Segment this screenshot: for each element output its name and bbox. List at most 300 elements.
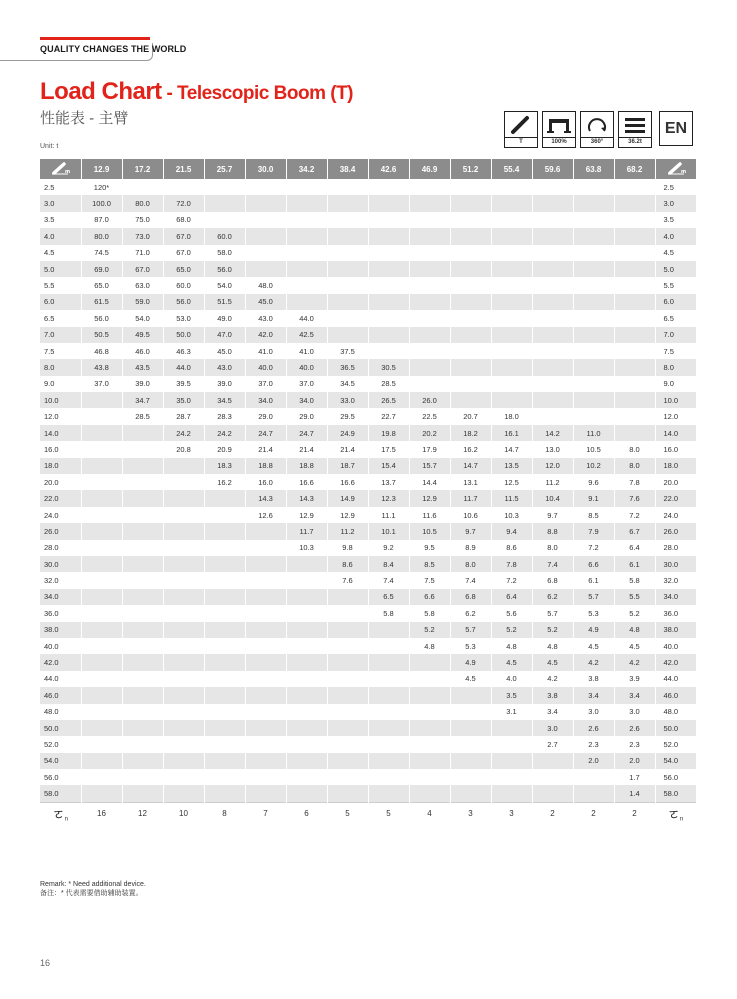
parts-of-line-cell: 7 <box>245 802 286 825</box>
load-cell: 22.5 <box>409 408 450 424</box>
load-cell: 63.0 <box>122 277 163 293</box>
parts-of-line-cell: 2 <box>614 802 655 825</box>
load-cell <box>245 785 286 802</box>
load-cell: 100.0 <box>81 195 122 211</box>
load-cell <box>245 736 286 752</box>
load-cell <box>368 245 409 261</box>
load-cell <box>614 310 655 326</box>
load-cell <box>81 490 122 506</box>
load-cell: 59.0 <box>122 294 163 310</box>
load-cell: 8.4 <box>368 556 409 572</box>
load-cell <box>204 195 245 211</box>
load-cell: 35.0 <box>163 392 204 408</box>
radius-cell: 34.0 <box>40 589 81 605</box>
load-cell <box>327 785 368 802</box>
load-cell: 2.7 <box>532 736 573 752</box>
unit-label: Unit: t <box>40 143 59 150</box>
load-cell: 34.7 <box>122 392 163 408</box>
load-cell <box>245 179 286 195</box>
load-cell: 58.0 <box>204 245 245 261</box>
load-cell <box>532 376 573 392</box>
load-cell <box>245 572 286 588</box>
load-cell: 10.1 <box>368 523 409 539</box>
load-cell <box>368 638 409 654</box>
load-cell <box>573 195 614 211</box>
svg-text:m: m <box>65 169 71 175</box>
load-cell <box>327 769 368 785</box>
load-cell <box>614 294 655 310</box>
load-cell <box>245 720 286 736</box>
load-cell <box>286 785 327 802</box>
load-cell <box>532 408 573 424</box>
load-cell: 8.0 <box>532 540 573 556</box>
load-cell: 4.9 <box>450 654 491 670</box>
load-cell: 28.5 <box>122 408 163 424</box>
radius-cell: 4.0 <box>40 228 81 244</box>
load-cell: 40.0 <box>245 359 286 375</box>
radius-cell: 2.5 <box>40 179 81 195</box>
radius-cell: 5.0 <box>40 261 81 277</box>
load-cell <box>327 605 368 621</box>
table-row <box>40 540 696 556</box>
hook-icon: ㄛ <box>52 807 65 822</box>
radius-cell-right: 6.5 <box>655 310 696 326</box>
parts-of-line-cell: 4 <box>409 802 450 825</box>
load-cell: 4.8 <box>491 638 532 654</box>
load-cell <box>286 753 327 769</box>
load-cell: 24.9 <box>327 425 368 441</box>
radius-cell-right: 7.5 <box>655 343 696 359</box>
load-cell: 49.0 <box>204 310 245 326</box>
load-cell <box>368 310 409 326</box>
table-row <box>40 195 696 211</box>
load-cell <box>245 671 286 687</box>
load-cell <box>327 327 368 343</box>
load-cell <box>409 179 450 195</box>
load-cell: 7.5 <box>409 572 450 588</box>
load-cell: 80.0 <box>122 195 163 211</box>
load-cell: 4.2 <box>573 654 614 670</box>
load-cell: 18.2 <box>450 425 491 441</box>
load-cell <box>163 769 204 785</box>
load-cell: 41.0 <box>245 343 286 359</box>
parts-of-line-cell: 3 <box>450 802 491 825</box>
load-cell <box>327 277 368 293</box>
outrigger-icon <box>546 112 572 137</box>
load-cell: 2.6 <box>573 720 614 736</box>
load-cell <box>163 638 204 654</box>
boom-radius-icon <box>50 161 70 175</box>
load-cell <box>409 687 450 703</box>
load-cell <box>573 245 614 261</box>
load-cell <box>491 277 532 293</box>
load-cell: 5.7 <box>573 589 614 605</box>
load-cell: 4.2 <box>532 671 573 687</box>
radius-cell-right: 20.0 <box>655 474 696 490</box>
load-cell <box>81 556 122 572</box>
load-cell: 9.6 <box>573 474 614 490</box>
boom-length-header: 25.7 <box>204 159 245 179</box>
parts-of-line-cell: 16 <box>81 802 122 825</box>
table-row <box>40 589 696 605</box>
load-cell <box>245 605 286 621</box>
load-cell <box>450 704 491 720</box>
load-cell: 18.7 <box>327 458 368 474</box>
load-cell: 2.0 <box>614 753 655 769</box>
radius-column-header <box>40 159 81 179</box>
table-row <box>40 392 696 408</box>
radius-cell-right: 54.0 <box>655 753 696 769</box>
load-cell: 20.8 <box>163 441 204 457</box>
load-cell: 7.2 <box>573 540 614 556</box>
load-cell <box>368 261 409 277</box>
load-cell: 8.0 <box>614 458 655 474</box>
load-cell: 5.7 <box>450 622 491 638</box>
table-row <box>40 704 696 720</box>
radius-cell-right: 44.0 <box>655 671 696 687</box>
table-row <box>40 277 696 293</box>
load-cell: 5.2 <box>614 605 655 621</box>
load-cell <box>450 376 491 392</box>
radius-cell: 42.0 <box>40 654 81 670</box>
load-cell <box>614 277 655 293</box>
load-cell: 8.5 <box>409 556 450 572</box>
load-cell: 6.6 <box>573 556 614 572</box>
remark-en: Remark: * Need additional device. <box>40 881 146 888</box>
load-cell: 3.8 <box>573 671 614 687</box>
load-cell <box>573 327 614 343</box>
load-cell: 14.9 <box>327 490 368 506</box>
table-row <box>40 605 696 621</box>
load-cell: 6.8 <box>450 589 491 605</box>
load-cell <box>450 212 491 228</box>
radius-cell: 40.0 <box>40 638 81 654</box>
load-cell <box>204 769 245 785</box>
load-cell <box>122 687 163 703</box>
radius-cell-right: 24.0 <box>655 507 696 523</box>
load-cell: 51.5 <box>204 294 245 310</box>
table-row <box>40 572 696 588</box>
load-cell <box>614 408 655 424</box>
load-cell: 5.8 <box>409 605 450 621</box>
load-cell <box>573 343 614 359</box>
load-cell: 56.0 <box>163 294 204 310</box>
load-cell <box>245 704 286 720</box>
load-cell: 3.1 <box>491 704 532 720</box>
load-cell <box>327 228 368 244</box>
load-cell: 16.0 <box>245 474 286 490</box>
load-cell <box>327 212 368 228</box>
load-cell: 34.5 <box>204 392 245 408</box>
boom-radius-icon <box>666 161 686 175</box>
parts-of-line-cell: 2 <box>573 802 614 825</box>
table-row <box>40 228 696 244</box>
load-cell: 30.5 <box>368 359 409 375</box>
load-cell: 3.9 <box>614 671 655 687</box>
load-cell <box>163 572 204 588</box>
boom-length-header: 34.2 <box>286 159 327 179</box>
load-cell: 7.6 <box>614 490 655 506</box>
load-cell <box>81 753 122 769</box>
load-cell: 6.2 <box>532 589 573 605</box>
radius-cell: 58.0 <box>40 785 81 802</box>
load-cell: 22.7 <box>368 408 409 424</box>
load-cell: 10.3 <box>286 540 327 556</box>
load-cell <box>327 753 368 769</box>
load-cell <box>450 245 491 261</box>
load-cell <box>409 376 450 392</box>
load-cell <box>368 654 409 670</box>
load-cell <box>368 736 409 752</box>
load-cell <box>368 327 409 343</box>
load-cell: 120* <box>81 179 122 195</box>
radius-cell: 12.0 <box>40 408 81 424</box>
load-cell <box>368 704 409 720</box>
load-cell <box>81 704 122 720</box>
load-cell: 5.3 <box>573 605 614 621</box>
load-cell <box>573 376 614 392</box>
radius-cell: 6.5 <box>40 310 81 326</box>
load-cell: 3.8 <box>532 687 573 703</box>
load-cell: 46.8 <box>81 343 122 359</box>
load-cell <box>163 556 204 572</box>
radius-cell-right: 7.0 <box>655 327 696 343</box>
load-cell: 56.0 <box>81 310 122 326</box>
table-row <box>40 425 696 441</box>
parts-of-line-cell: 5 <box>368 802 409 825</box>
load-cell: 8.0 <box>614 441 655 457</box>
load-cell <box>81 507 122 523</box>
table-row <box>40 507 696 523</box>
load-cell: 21.4 <box>327 441 368 457</box>
load-cell <box>204 572 245 588</box>
load-cell <box>532 179 573 195</box>
load-cell <box>532 753 573 769</box>
radius-cell-right: 56.0 <box>655 769 696 785</box>
load-cell: 87.0 <box>81 212 122 228</box>
load-cell <box>532 245 573 261</box>
radius-cell: 14.0 <box>40 425 81 441</box>
load-cell: 9.7 <box>450 523 491 539</box>
load-cell <box>409 785 450 802</box>
load-cell <box>122 622 163 638</box>
load-cell: 12.5 <box>491 474 532 490</box>
radius-cell-right: 34.0 <box>655 589 696 605</box>
radius-cell: 3.0 <box>40 195 81 211</box>
load-cell: 9.8 <box>327 540 368 556</box>
load-cell <box>163 474 204 490</box>
load-cell: 17.9 <box>409 441 450 457</box>
load-cell: 54.0 <box>122 310 163 326</box>
load-cell <box>573 785 614 802</box>
load-cell <box>491 785 532 802</box>
load-cell <box>491 245 532 261</box>
load-cell <box>286 769 327 785</box>
load-cell: 11.1 <box>368 507 409 523</box>
load-cell: 34.0 <box>286 392 327 408</box>
load-cell <box>368 753 409 769</box>
load-cell <box>491 327 532 343</box>
boom-length-header: 59.6 <box>532 159 573 179</box>
table-row <box>40 622 696 638</box>
load-cell: 4.9 <box>573 622 614 638</box>
radius-cell: 6.0 <box>40 294 81 310</box>
load-cell <box>327 671 368 687</box>
load-cell <box>245 589 286 605</box>
radius-cell-right: 4.5 <box>655 245 696 261</box>
load-cell <box>204 622 245 638</box>
load-cell: 37.0 <box>286 376 327 392</box>
load-cell <box>122 490 163 506</box>
load-cell: 3.0 <box>614 704 655 720</box>
load-cell: 9.4 <box>491 523 532 539</box>
load-cell <box>491 720 532 736</box>
load-cell <box>163 720 204 736</box>
load-cell: 5.6 <box>491 605 532 621</box>
radius-cell: 9.0 <box>40 376 81 392</box>
load-cell <box>409 359 450 375</box>
load-cell: 4.5 <box>573 638 614 654</box>
load-cell <box>532 392 573 408</box>
load-cell: 12.3 <box>368 490 409 506</box>
load-cell: 43.5 <box>122 359 163 375</box>
table-row <box>40 654 696 670</box>
load-cell: 15.7 <box>409 458 450 474</box>
load-cell <box>409 343 450 359</box>
load-cell <box>491 343 532 359</box>
load-cell: 9.7 <box>532 507 573 523</box>
load-cell <box>327 736 368 752</box>
load-cell <box>245 228 286 244</box>
title-sub: - Telescopic Boom (T) <box>161 83 354 104</box>
load-cell: 71.0 <box>122 245 163 261</box>
load-cell: 15.4 <box>368 458 409 474</box>
hook-cell-right <box>655 802 696 825</box>
load-cell <box>122 425 163 441</box>
load-cell <box>163 736 204 752</box>
radius-cell-right: 18.0 <box>655 458 696 474</box>
radius-cell: 8.0 <box>40 359 81 375</box>
load-cell <box>245 212 286 228</box>
load-cell: 75.0 <box>122 212 163 228</box>
radius-cell-right: 2.5 <box>655 179 696 195</box>
load-cell <box>573 294 614 310</box>
load-cell <box>122 441 163 457</box>
load-cell <box>532 310 573 326</box>
load-cell: 40.0 <box>286 359 327 375</box>
load-cell: 37.0 <box>245 376 286 392</box>
badge-telescopic <box>504 111 538 148</box>
load-cell <box>81 622 122 638</box>
radius-cell-right: 5.5 <box>655 277 696 293</box>
load-cell <box>573 310 614 326</box>
load-cell: 44.0 <box>286 310 327 326</box>
radius-cell: 7.5 <box>40 343 81 359</box>
load-cell <box>614 343 655 359</box>
radius-cell-right: 8.0 <box>655 359 696 375</box>
load-cell: 14.4 <box>409 474 450 490</box>
load-cell: 10.3 <box>491 507 532 523</box>
badge-counterweight <box>618 111 652 148</box>
table-row <box>40 687 696 703</box>
load-cell <box>450 261 491 277</box>
load-cell: 74.5 <box>81 245 122 261</box>
load-cell <box>450 343 491 359</box>
load-cell: 37.5 <box>327 343 368 359</box>
parts-of-line-cell: 3 <box>491 802 532 825</box>
load-cell <box>409 671 450 687</box>
table-row <box>40 179 696 195</box>
load-cell <box>122 458 163 474</box>
load-cell <box>286 556 327 572</box>
load-cell: 28.7 <box>163 408 204 424</box>
load-cell: 11.7 <box>286 523 327 539</box>
radius-cell-right: 12.0 <box>655 408 696 424</box>
badge-caption: 36.2t <box>619 137 651 147</box>
load-cell <box>122 671 163 687</box>
load-cell <box>286 654 327 670</box>
radius-cell-right: 28.0 <box>655 540 696 556</box>
load-cell: 8.0 <box>450 556 491 572</box>
load-cell: 6.4 <box>491 589 532 605</box>
radius-cell-right: 52.0 <box>655 736 696 752</box>
load-cell <box>245 687 286 703</box>
boom-length-header: 12.9 <box>81 159 122 179</box>
load-cell: 3.4 <box>573 687 614 703</box>
load-cell: 50.0 <box>163 327 204 343</box>
load-cell <box>368 769 409 785</box>
load-cell: 26.0 <box>409 392 450 408</box>
table-row <box>40 474 696 490</box>
radius-cell-right: 46.0 <box>655 687 696 703</box>
load-cell <box>614 179 655 195</box>
load-cell <box>245 654 286 670</box>
load-cell: 9.2 <box>368 540 409 556</box>
load-cell: 14.2 <box>532 425 573 441</box>
load-cell: 47.0 <box>204 327 245 343</box>
load-cell: 13.7 <box>368 474 409 490</box>
load-cell <box>491 179 532 195</box>
load-cell <box>122 556 163 572</box>
radius-cell-right: 9.0 <box>655 376 696 392</box>
parts-of-line-cell: 2 <box>532 802 573 825</box>
load-cell <box>532 359 573 375</box>
load-cell: 18.0 <box>491 408 532 424</box>
load-cell <box>286 277 327 293</box>
load-cell <box>122 654 163 670</box>
load-cell: 6.7 <box>614 523 655 539</box>
load-cell: 29.5 <box>327 408 368 424</box>
radius-cell: 28.0 <box>40 540 81 556</box>
load-cell <box>81 408 122 424</box>
load-cell: 6.4 <box>614 540 655 556</box>
load-cell: 80.0 <box>81 228 122 244</box>
brand-accent-bar <box>40 37 150 40</box>
language-badge[interactable]: EN <box>659 111 693 146</box>
table-row <box>40 638 696 654</box>
load-cell <box>491 212 532 228</box>
load-cell: 21.4 <box>245 441 286 457</box>
load-cell: 18.8 <box>286 458 327 474</box>
configuration-badges <box>504 111 693 148</box>
load-cell: 33.0 <box>327 392 368 408</box>
load-cell <box>81 474 122 490</box>
load-cell: 16.1 <box>491 425 532 441</box>
load-cell <box>327 704 368 720</box>
load-cell <box>614 359 655 375</box>
load-cell <box>327 589 368 605</box>
remark <box>40 880 146 898</box>
